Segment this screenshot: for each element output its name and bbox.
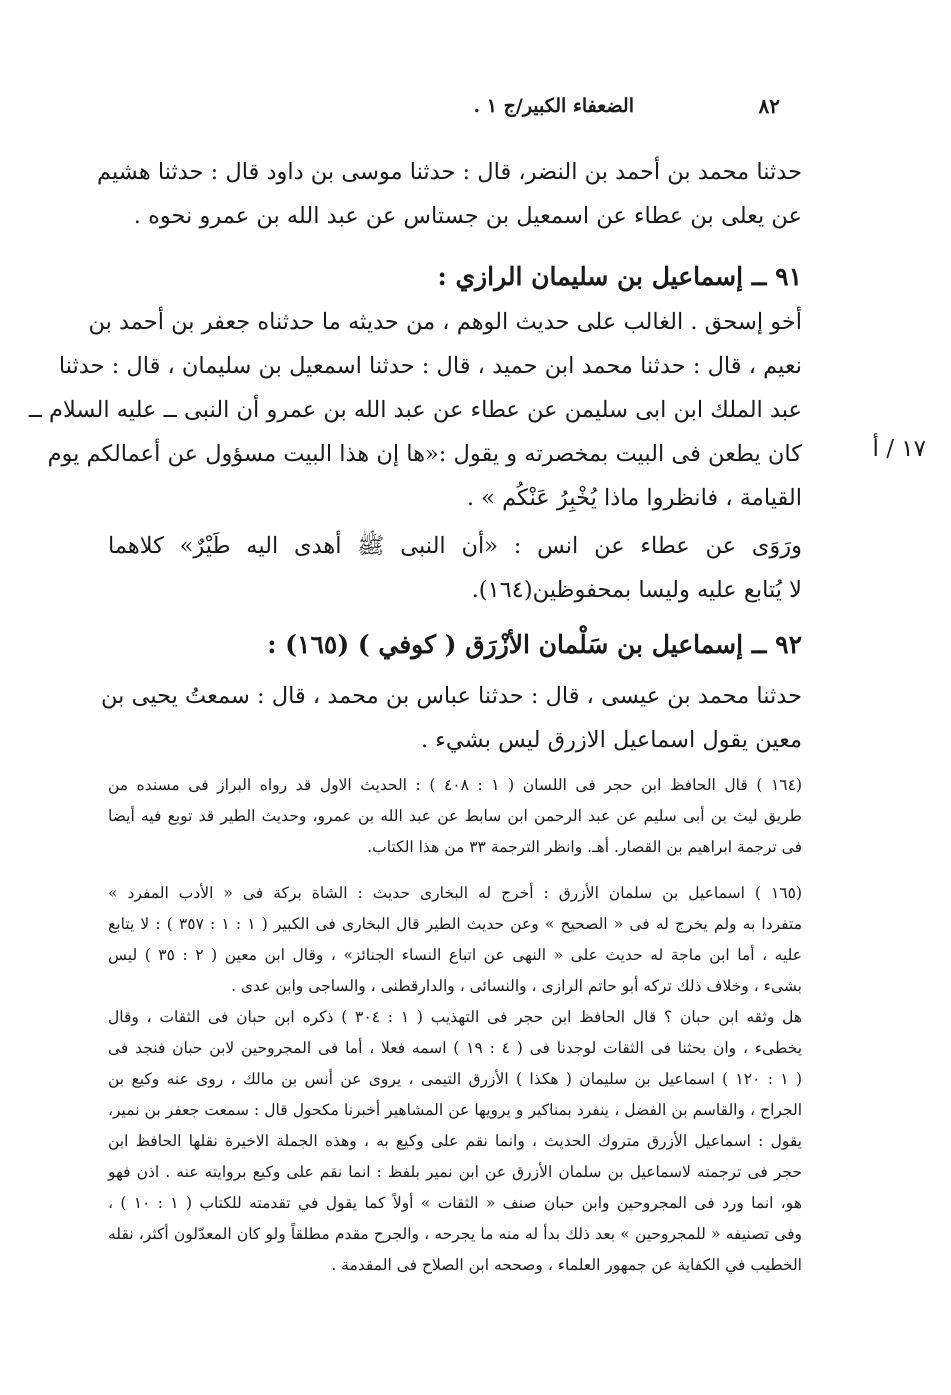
footnote-line: يخطىء ، وان بحثنا فى الثقات لوجدنا فى ( ٤ : ١٩ ) اسمه فعلا ، أما فى المجروحين لابن حبان فنجد فى (108, 1039, 803, 1057)
manuscript-folio-reference: ١٧ / أ (872, 436, 926, 462)
text-line: أخو إسحق . الغالب على حديث الوهم ، من حديثه ما حدثناه جعفر بن أحمد بن (88, 309, 802, 335)
page-number: ٨٢ (758, 94, 780, 118)
text-line: لا يُتابع عليه وليسا بمحفوظين(١٦٤). (471, 577, 802, 603)
text-line: عن يعلى بن عطاء عن اسمعيل بن جستاس عن عبد الله بن عمرو نحوه . (133, 203, 802, 229)
entry-91-paragraph (28, 300, 802, 520)
footnote-line: (١٦٥ ) اسماعيل بن سلمان الأزرق : أخرج له البخارى حديث : الشاة بركة فى « الأدب المفرد » (108, 884, 802, 902)
footnote-line: (١٦٤ ) قال الحافظ ابن حجر فى اللسان ( ١ : ٤٠٨ ) : الحديث الاول قد رواه البراز فى مسنده من (108, 776, 803, 794)
text-line: حدثنا محمد بن أحمد بن النضر، قال : حدثنا موسى بن داود قال : حدثنا هشيم (96, 159, 802, 185)
text-line: حدثنا محمد بن عيسى ، قال : حدثنا عباس بن محمد ، قال : سمعتُ يحيى بن (101, 683, 802, 709)
footnote-line: هو، انما ورد فى المجروحين وابن حبان صنف « الثقات » أولاً كما يقول في تقدمته للكتاب ( ١ : ١٠ ) ، (108, 1194, 802, 1212)
page-header (380, 88, 780, 124)
intro-paragraph (96, 150, 802, 238)
footnote-line: متفردا به ولم يخرج له فى « الصحيح » وعن حديث الطير قال البخارى فى الكبير ( ١ : ١ : ٣٥٧ ) : لا يتابع (108, 915, 802, 933)
footnote-line: حجر فى ترجمته لاسماعيل بن سلمان الأزرق عن ابن نمير بلفظ : انما نقم على وكيع بروايته عنه . اذن فهو (108, 1163, 802, 1181)
text-line: القيامة ، فانظروا ماذا يُخْبِرُ عَنْكُم » . (466, 485, 802, 511)
footnote-line: طريق ليث بن أبى سليم عن عبد الرحمن ابن سابط عن عبد الله بن عمرو، وحديث الطير قد توبع فيه أيضا (108, 807, 802, 825)
entry-92-paragraph (101, 674, 802, 762)
entry-91-paragraph-2 (108, 524, 802, 612)
text-line: معين يقول اسماعيل الازرق ليس بشيء . (421, 727, 802, 753)
entry-92-heading: ٩٢ ــ إسماعيل بن سَلْمان الأزْرَق ( كوفي ) (١٦٥) : (267, 630, 802, 659)
text-line: نعيم ، قال : حدثنا محمد ابن حميد ، قال : حدثنا اسمعيل بن سليمان ، قال : حدثنا (58, 353, 802, 379)
footnote-line: بشىء ، وخلاف ذلك تركه أبو حاتم الرازى ، والنسائى ، والدارقطنى ، والساجى وابن عدى . (231, 977, 802, 995)
footnote-line: يقول : اسماعيل الأزرق متروك الحديث ، وانما نقم على وكيع به ، وهذه الجملة الاخيرة نقلها الحافظ ابن (108, 1132, 802, 1150)
entry-91-heading: ٩١ ــ إسماعيل بن سليمان الرازي : (437, 262, 802, 291)
text-line: كان يطعن فى البيت بمخصرته و يقول :«ها إن هذا البيت مسؤول عن أعمالكم يوم (47, 441, 802, 467)
footnote-line: عليه ، أما ابن ماجة له حديث على « النهى عن اتباع النساء الجنائز» ، وقال ابن معين ( ٢ : ٣٥ ) ليس (108, 946, 802, 964)
text-line: عبد الملك ابن ابى سليمن عن عطاء عن عبد الله بن عمرو أن النبى ــ عليه السلام ــ (28, 397, 802, 423)
footnote-165 (108, 878, 802, 1281)
footnote-164 (108, 770, 802, 863)
footnote-line: الخطيب في الكفاية عن جمهور العلماء ، وصححه ابن الصلاح فى المقدمة . (331, 1256, 802, 1274)
footnote-line: الجراح ، والقاسم بن الفضل ، ينفرد بمناكير و يرويها عن المشاهير أخبرنا مكحول قال : سمعت جعفر بن نمير، (108, 1101, 802, 1119)
text-line: ورَوَى عن عطاء عن انس : «أن النبى ﷺ أهدى اليه طَيْرٌ» كلاهما (108, 533, 802, 559)
footnote-line: فى ترجمة ابراهيم بن القصار. أهـ. وانظر الترجمة ٣٣ من هذا الكتاب. (367, 838, 802, 856)
footnote-line: هل وثقه ابن حبان ؟ قال الحافظ ابن حجر فى التهذيب ( ١ : ٣٠٤ ) ذكره ابن حبان فى الثقات ، وقال (108, 1008, 803, 1026)
footnote-line: ( ١ : ١٢٠ ) اسماعيل بن سليمان ( هكذا ) الأزرق التيمى ، يروى عن أنس بن مالك ، روى عنه وكيع بن (108, 1070, 803, 1088)
footnote-line: وفى تصنيفه « للمجروحين » بعد ذلك بدأ له منه ما يجرحه ، والجرح مقدم مطلقاً ولو كان المعدّلون أكثر، نقله (108, 1225, 802, 1243)
running-title: الضعفاء الكبير/ج ١ . (473, 95, 634, 117)
